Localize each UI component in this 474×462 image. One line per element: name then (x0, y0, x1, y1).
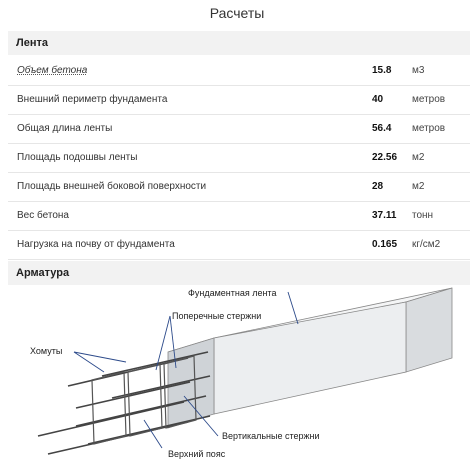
row-base-area (8, 144, 470, 173)
row-value: 37.11 (372, 210, 397, 221)
row-unit: тонн (412, 210, 434, 221)
row-value: 40 (372, 94, 384, 105)
row-label[interactable]: Объем бетона (17, 65, 88, 76)
row-label: Вес бетона (17, 210, 69, 221)
row-unit: кг/см2 (412, 239, 441, 250)
row-value: 15.8 (372, 65, 392, 76)
row-unit: метров (412, 94, 446, 105)
page-title: Расчеты (209, 5, 265, 21)
row-value: 56.4 (372, 123, 392, 134)
row-label: Площадь внешней боковой поверхности (17, 181, 207, 192)
results-table (8, 57, 470, 260)
row-value: 0.165 (372, 239, 398, 250)
pointer-line (288, 292, 298, 324)
rebar-diagram-svg (8, 286, 470, 462)
row-unit: метров (412, 123, 446, 134)
row-label: Нагрузка на почву от фундамента (17, 239, 175, 250)
row-soil-load (8, 231, 470, 260)
label-foundation: Фундаментная лента (188, 288, 277, 298)
label-vertical-rods: Вертикальные стержни (222, 431, 320, 441)
row-concrete-weight (8, 202, 470, 231)
section-header-lenta: Лента (8, 31, 470, 55)
row-unit: м2 (412, 152, 425, 163)
section-header-armatura: Арматура (8, 261, 470, 285)
row-side-area (8, 173, 470, 202)
row-label: Общая длина ленты (17, 123, 113, 134)
clamp (92, 372, 126, 444)
row-label: Внешний периметр фундамента (17, 94, 168, 105)
row-unit: м3 (412, 65, 425, 76)
row-unit: м2 (412, 181, 425, 192)
foundation-end-face (406, 288, 452, 372)
row-label: Площадь подошвы ленты (17, 152, 138, 163)
label-upper-belt: Верхний пояс (168, 449, 226, 459)
row-value: 28 (372, 181, 384, 192)
row-outer-perimeter (8, 86, 470, 115)
pointer-line (144, 420, 162, 448)
row-value: 22.56 (372, 152, 398, 163)
label-clamps: Хомуты (30, 346, 63, 356)
row-total-length (8, 115, 470, 144)
rebar-diagram (8, 286, 470, 462)
label-cross-rods: Поперечные стержни (172, 311, 262, 321)
row-concrete-volume (8, 57, 470, 86)
clamp (128, 364, 162, 436)
